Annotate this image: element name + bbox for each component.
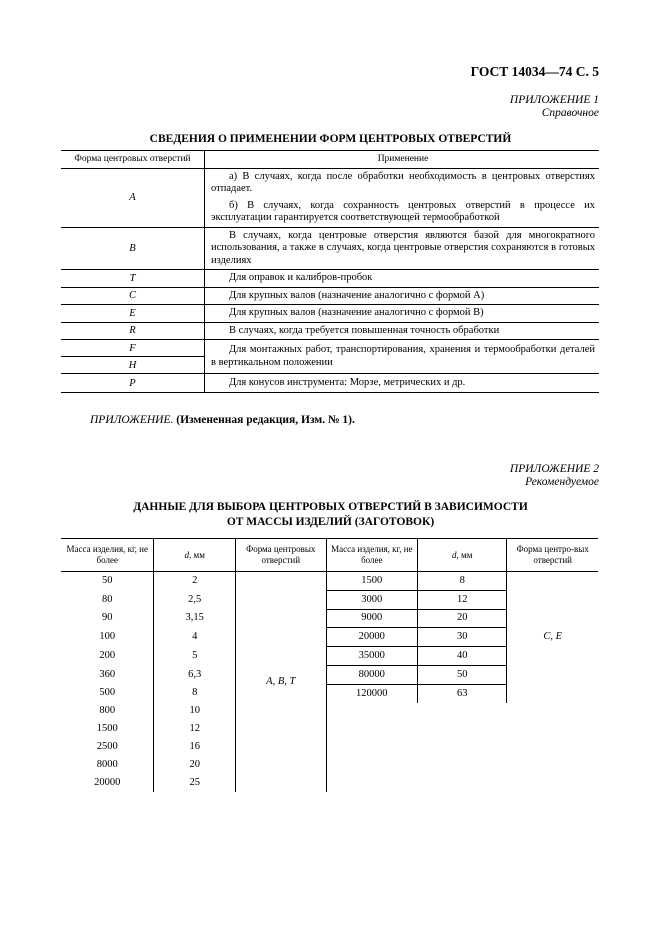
col-header-form: Форма центровых отверстий <box>61 151 205 169</box>
appendix2-title-line2: ОТ МАССЫ ИЗДЕЛИЙ (ЗАГОТОВОК) <box>226 516 435 528</box>
d-cell: 40 <box>418 647 507 666</box>
form-cell: R <box>61 322 205 340</box>
appendix1-heading <box>510 94 599 120</box>
appendix2-label: ПРИЛОЖЕНИЕ 2 <box>509 463 599 475</box>
table-row <box>61 374 599 393</box>
mass-cell: 2500 <box>61 738 154 756</box>
amendment-note-label: ПРИЛОЖЕНИЕ. <box>90 414 174 426</box>
mass-cell: 50 <box>61 572 154 591</box>
d-cell: 12 <box>154 720 235 738</box>
d-cell: 10 <box>154 703 235 721</box>
col-header-d-left: d, мм <box>154 539 235 572</box>
d-cell: 20 <box>418 609 507 628</box>
mass-cell: 80 <box>61 590 154 609</box>
col-header-d-right: d, мм <box>418 539 507 572</box>
d-cell: 20 <box>154 756 235 774</box>
application-cell: Для монтажных работ, транспортирования, хранения и термообработки деталей в вертикальном положении <box>205 340 600 374</box>
mass-cell: 3000 <box>326 590 418 609</box>
d-cell: 4 <box>154 628 235 647</box>
appendix1-status: Справочное <box>541 107 599 119</box>
mass-cell: 120000 <box>326 684 418 702</box>
page-header-number: ГОСТ 14034—74 С. 5 <box>470 64 599 79</box>
appendix2-heading <box>510 463 599 489</box>
mass-cell: 800 <box>61 703 154 721</box>
amendment-note <box>90 414 355 426</box>
mass-cell: 100 <box>61 628 154 647</box>
table-row <box>61 270 599 288</box>
col-header-mass-left: Масса изделия, кг, не более <box>61 539 154 572</box>
application-cell: Для крупных валов (назначение аналогично с формой А) <box>205 287 600 305</box>
mass-cell: 360 <box>61 665 154 684</box>
form-cell: F <box>61 340 205 357</box>
application-cell: Для крупных валов (назначение аналогично с формой В) <box>205 305 600 323</box>
col-header-form-right: Форма центро-вых отверстий <box>507 539 598 572</box>
col-header-form-left: Форма центровых отверстий <box>235 539 326 572</box>
application-text-b: б) В случаях, когда сохранность центровых отверстий в процессе их эксплуатации гарантируется соответствующей термообработкой <box>211 199 595 223</box>
appendix2-title <box>0 500 661 530</box>
mass-cell: 20000 <box>61 774 154 792</box>
appendix2-status: Рекомендуемое <box>525 476 599 488</box>
d-cell: 3,15 <box>154 609 235 628</box>
application-text-a: а) В случаях, когда после обработки необходимость в центровых отверстиях отпадает. <box>211 170 595 194</box>
table-row <box>61 287 599 305</box>
d-cell: 8 <box>418 572 507 591</box>
appendix1-title: СВЕДЕНИЯ О ПРИМЕНЕНИИ ФОРМ ЦЕНТРОВЫХ ОТВЕРСТИЙ <box>149 133 512 145</box>
right-form-cell: C, E <box>507 572 598 703</box>
mass-cell: 20000 <box>326 628 418 647</box>
mass-cell: 200 <box>61 647 154 666</box>
form-cell: A <box>61 168 205 227</box>
col-header-application: Применение <box>205 151 600 169</box>
mass-cell: 500 <box>61 684 154 702</box>
mass-cell: 35000 <box>326 647 418 666</box>
mass-cell: 80000 <box>326 665 418 684</box>
empty-area <box>326 703 598 792</box>
d-cell: 5 <box>154 647 235 666</box>
form-cell: H <box>61 357 205 374</box>
table-row <box>61 572 598 591</box>
d-cell: 12 <box>418 590 507 609</box>
application-cell <box>205 168 600 227</box>
mass-selection-table <box>61 538 598 792</box>
d-cell: 63 <box>418 684 507 702</box>
mass-cell: 1500 <box>326 572 418 591</box>
application-cell: Для оправок и калибров-пробок <box>205 270 600 288</box>
d-cell: 2 <box>154 572 235 591</box>
d-cell: 6,3 <box>154 665 235 684</box>
col-header-mass-right: Масса изделия, кг, не более <box>326 539 418 572</box>
d-cell: 30 <box>418 628 507 647</box>
form-cell: T <box>61 270 205 288</box>
table-row <box>61 703 598 721</box>
mass-cell: 8000 <box>61 756 154 774</box>
table-row <box>61 227 599 270</box>
d-cell: 25 <box>154 774 235 792</box>
appendix1-label: ПРИЛОЖЕНИЕ 1 <box>509 94 599 106</box>
mass-cell: 1500 <box>61 720 154 738</box>
mass-cell: 90 <box>61 609 154 628</box>
d-cell: 2,5 <box>154 590 235 609</box>
table-row <box>61 305 599 323</box>
form-cell: E <box>61 305 205 323</box>
d-cell: 50 <box>418 665 507 684</box>
left-form-cell: A, B, T <box>235 572 326 792</box>
table-header-row <box>61 539 598 572</box>
form-cell: P <box>61 374 205 393</box>
form-cell: B <box>61 227 205 270</box>
amendment-note-text: (Измененная редакция, Изм. № 1). <box>176 414 355 426</box>
table-row <box>61 168 599 227</box>
mass-cell: 9000 <box>326 609 418 628</box>
table-row <box>61 340 599 357</box>
forms-application-table <box>61 150 599 393</box>
table-row <box>61 322 599 340</box>
d-cell: 16 <box>154 738 235 756</box>
d-cell: 8 <box>154 684 235 702</box>
appendix2-title-line1: ДАННЫЕ ДЛЯ ВЫБОРА ЦЕНТРОВЫХ ОТВЕРСТИЙ В ЗАВИСИМОСТИ <box>133 501 528 513</box>
application-cell: В случаях, когда центровые отверстия являются базой для многократного использования, а также в случаях, когда центровые отверстия сохраняются в готовых изделиях <box>205 227 600 270</box>
form-cell: C <box>61 287 205 305</box>
application-cell: В случаях, когда требуется повышенная точность обработки <box>205 322 600 340</box>
application-cell: Для конусов инструмента: Морзе, метрических и др. <box>205 374 600 393</box>
